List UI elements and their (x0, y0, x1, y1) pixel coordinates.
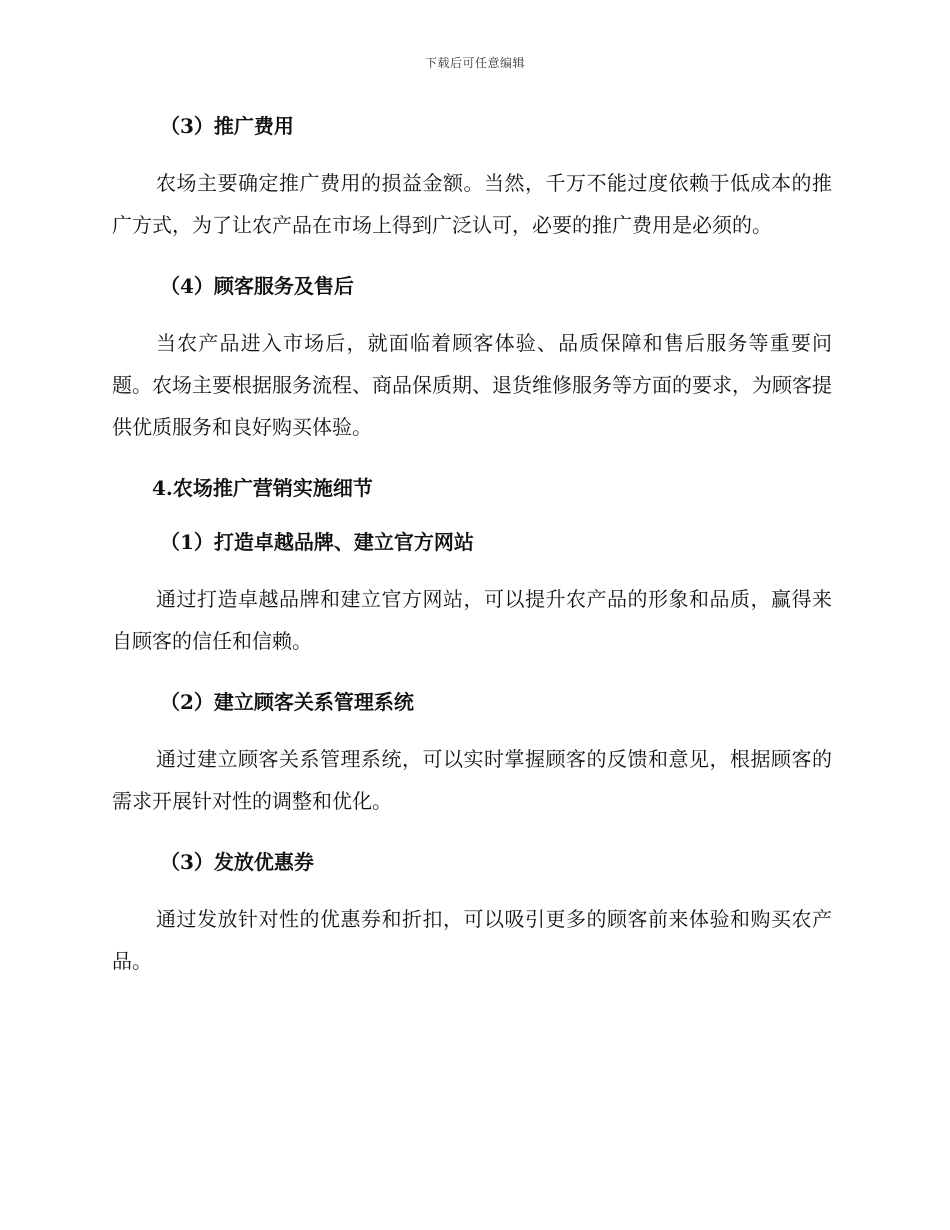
page-header: 下载后可任意编辑 (424, 56, 525, 70)
paragraph-brand-website: 通过打造卓越品牌和建立官方网站，可以提升农产品的形象和品质，赢得来自顾客的信任和信赖。 (112, 587, 832, 653)
document-body (112, 110, 832, 982)
paragraph-crm: 通过建立顾客关系管理系统，可以实时掌握顾客的反馈和意见，根据顾客的需求开展针对性的调整和优化。 (112, 747, 832, 813)
section-heading-customer-service: （4）顾客服务及售后 (160, 274, 354, 298)
paragraph-coupons: 通过发放针对性的优惠券和折扣，可以吸引更多的顾客前来体验和购买农产品。 (112, 907, 832, 973)
paragraph-promotion-cost: 农场主要确定推广费用的损益金额。当然，千万不能过度依赖于低成本的推广方式，为了让农产品在市场上得到广泛认可，必要的推广费用是必须的。 (112, 171, 832, 237)
section-heading-implementation-details: 4.农场推广营销实施细节 (152, 476, 373, 500)
section-heading-crm: （2）建立顾客关系管理系统 (160, 690, 414, 714)
section-heading-brand-website: （1）打造卓越品牌、建立官方网站 (160, 530, 474, 554)
paragraph-customer-service: 当农产品进入市场后，就面临着顾客体验、品质保障和售后服务等重要问题。农场主要根据服务流程、商品保质期、退货维修服务等方面的要求，为顾客提供优质服务和良好购买体验。 (112, 331, 832, 439)
section-heading-coupons: （3）发放优惠券 (160, 850, 314, 874)
section-heading-promotion-cost: （3）推广费用 (160, 114, 294, 138)
